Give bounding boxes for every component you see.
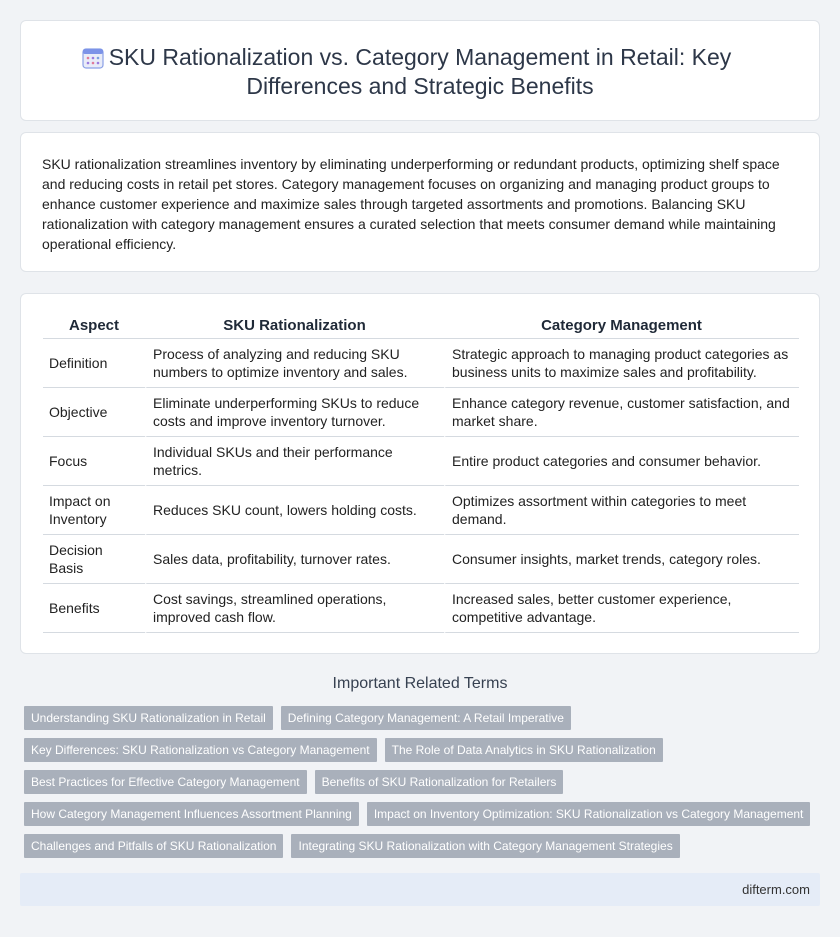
table-row: [43, 486, 799, 535]
cell-category: Consumer insights, market trends, category roles.: [444, 535, 799, 584]
related-term-link[interactable]: Understanding SKU Rationalization in Retail: [24, 706, 273, 730]
cell-aspect: Focus: [43, 437, 145, 486]
related-term-link[interactable]: Challenges and Pitfalls of SKU Rationalization: [24, 834, 283, 858]
related-terms-list: [24, 706, 820, 866]
related-term-link[interactable]: Integrating SKU Rationalization with Category Management Strategies: [291, 834, 679, 858]
intro-card: [20, 132, 820, 272]
related-term-link[interactable]: Defining Category Management: A Retail Imperative: [281, 706, 571, 730]
cell-category: Entire product categories and consumer behavior.: [444, 437, 799, 486]
cell-category: Enhance category revenue, customer satisfaction, and market share.: [444, 388, 799, 437]
cell-sku: Individual SKUs and their performance metrics.: [145, 437, 444, 486]
cell-sku: Process of analyzing and reducing SKU numbers to optimize inventory and sales.: [145, 339, 444, 388]
table-row: [43, 584, 799, 633]
intro-text: SKU rationalization streamlines inventory by eliminating underperforming or redundant products, optimizing shelf space and reducing costs in retail pet stores. Category management focuses on organizing and managing product groups to enhance customer experience and maximize sales through targeted assortments and promotions. Balancing SKU rationalization with category management ensures a curated selection that meets consumer demand while maintaining operational efficiency.: [42, 156, 780, 252]
footer: [20, 873, 820, 906]
cell-aspect: Definition: [43, 339, 145, 388]
comparison-card: [20, 293, 820, 654]
table-row: [43, 535, 799, 584]
cell-sku: Cost savings, streamlined operations, improved cash flow.: [145, 584, 444, 633]
table-header-row: [43, 313, 799, 339]
related-term-link[interactable]: How Category Management Influences Assortment Planning: [24, 802, 359, 826]
related-term-link[interactable]: Impact on Inventory Optimization: SKU Rationalization vs Category Management: [367, 802, 811, 826]
table-row: [43, 388, 799, 437]
tag-row: [24, 770, 820, 794]
footer-site-link[interactable]: difterm.com: [742, 882, 810, 897]
tag-row: [24, 802, 820, 826]
comparison-table: [43, 313, 799, 633]
tag-row: [24, 706, 820, 730]
header-card: [20, 20, 820, 121]
cell-sku: Eliminate underperforming SKUs to reduce costs and improve inventory turnover.: [145, 388, 444, 437]
cell-sku: Sales data, profitability, turnover rates.: [145, 535, 444, 584]
cell-aspect: Decision Basis: [43, 535, 145, 584]
related-term-link[interactable]: The Role of Data Analytics in SKU Rationalization: [385, 738, 663, 762]
column-header-aspect: Aspect: [43, 313, 145, 339]
page-title: SKU Rationalization vs. Category Management in Retail: Key Differences and Strategic Benefits: [108, 44, 732, 99]
cell-aspect: Impact on Inventory: [43, 486, 145, 535]
column-header-sku: SKU Rationalization: [145, 313, 444, 339]
column-header-category: Category Management: [444, 313, 799, 339]
cell-aspect: Benefits: [43, 584, 145, 633]
cell-category: Strategic approach to managing product categories as business units to maximize sales and profitability.: [444, 339, 799, 388]
related-term-link[interactable]: Best Practices for Effective Category Management: [24, 770, 307, 794]
cell-category: Increased sales, better customer experience, competitive advantage.: [444, 584, 799, 633]
table-row: [43, 437, 799, 486]
cell-category: Optimizes assortment within categories to meet demand.: [444, 486, 799, 535]
cell-sku: Reduces SKU count, lowers holding costs.: [145, 486, 444, 535]
tag-row: [24, 738, 820, 762]
table-row: [43, 339, 799, 388]
related-terms-title: Important Related Terms: [332, 675, 508, 692]
cell-aspect: Objective: [43, 388, 145, 437]
related-term-link[interactable]: Benefits of SKU Rationalization for Retailers: [315, 770, 564, 794]
tag-row: [24, 834, 820, 858]
related-term-link[interactable]: Key Differences: SKU Rationalization vs Category Management: [24, 738, 377, 762]
